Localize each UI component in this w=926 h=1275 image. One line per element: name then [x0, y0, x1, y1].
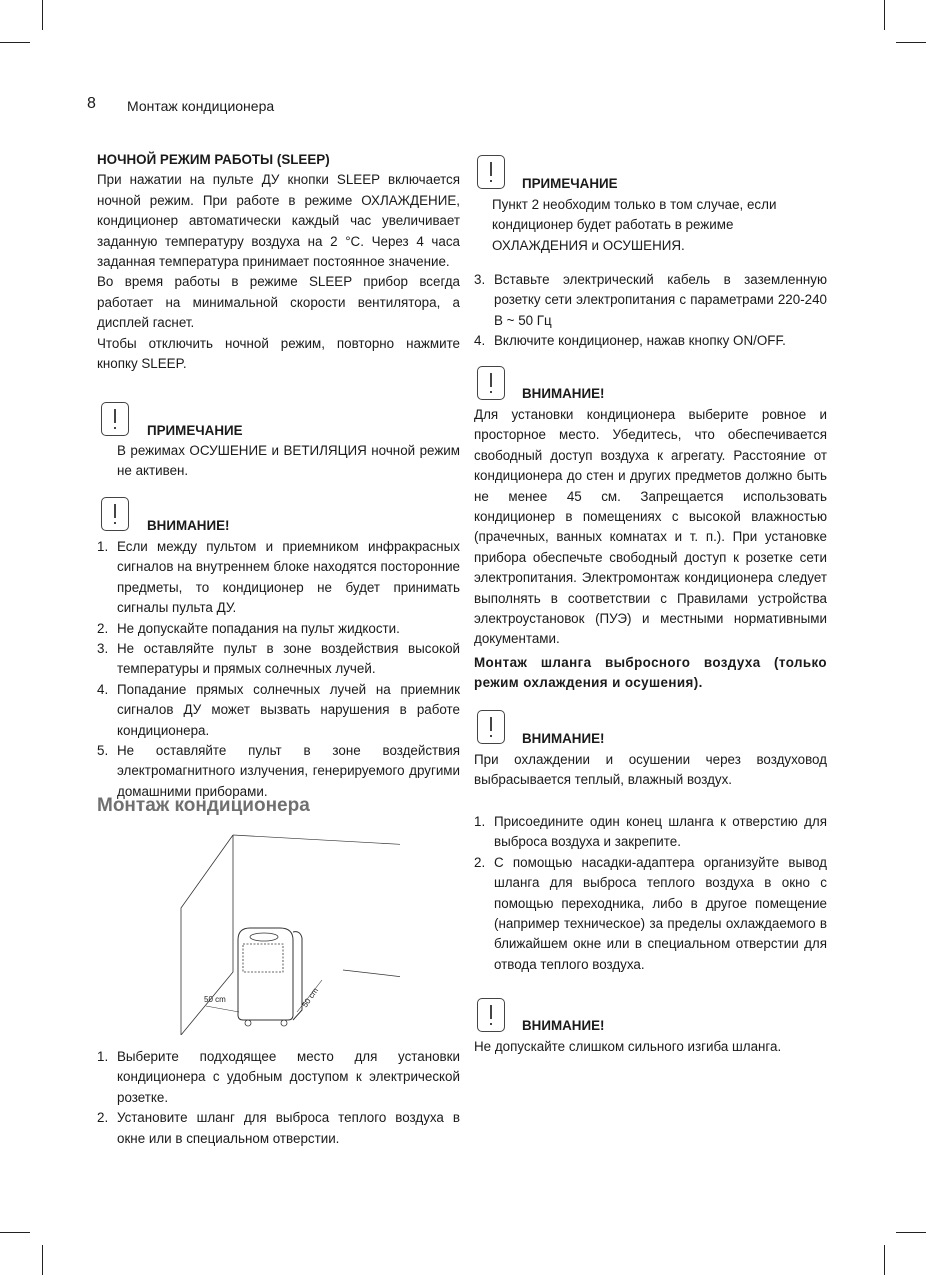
crop-mark	[0, 1232, 30, 1233]
exclamation-icon	[477, 998, 505, 1032]
item-number: 1.	[474, 814, 486, 829]
exclamation-icon	[477, 155, 505, 189]
crop-mark	[42, 1245, 43, 1275]
item-number: 1.	[97, 539, 109, 554]
item-text: С помощью насадки-адаптера организуйте вывод шланга для выброса теплого воздуха в окно с помощью переходника, либо в другое помещение (например техническое) за пределы охлаждаемого в ближайшем окне или в специальном отверстии для отвода теплого воздуха.	[494, 854, 827, 972]
hose-list	[474, 812, 827, 975]
item-text: Присоедините один конец шланга к отверстию для выброса воздуха и закрепите.	[494, 814, 827, 850]
sleep-paragraph: Чтобы отключить ночной режим, повторно нажмите кнопку SLEEP.	[97, 335, 460, 372]
item-number: 5.	[97, 743, 109, 759]
list-item	[474, 331, 827, 351]
hose-heading: Монтаж шланга выбросного воздуха (только режим охлаждения и осушения).	[474, 655, 827, 691]
warning-text-block	[474, 750, 827, 791]
item-text: Не оставляйте пульт в зоне воздействия электромагнитного излучения, генерируемого другими домашними приборами.	[117, 743, 460, 799]
crop-mark	[884, 1245, 885, 1275]
item-number: 2.	[97, 1110, 109, 1126]
clearance-label-right: 50 cm	[300, 986, 321, 1010]
crop-mark	[42, 0, 43, 30]
sleep-paragraph: Во время работы в режиме SLEEP прибор всегда работает на минимальной скорости вентилятора, а дисплей гаснет.	[97, 274, 460, 331]
item-text: Попадание прямых солнечных лучей на приемник сигналов ДУ может вызвать нарушения в работе кондиционера.	[117, 681, 460, 738]
clearance-label-left: 50 cm	[204, 995, 226, 1004]
warning-title: ВНИМАНИЕ!	[522, 731, 605, 746]
item-text: Включите кондиционер, нажав кнопку ON/OFF.	[494, 333, 786, 349]
warning-text-block	[474, 405, 827, 650]
note-text-block	[97, 441, 460, 482]
list-item	[474, 812, 827, 853]
item-text: Не оставляйте пульт в зоне воздействия высокой температуры и прямых солнечных лучей.	[117, 641, 460, 677]
item-number: 4.	[97, 681, 109, 697]
exclamation-icon	[101, 497, 129, 531]
section-title: Монтаж кондиционера	[97, 795, 310, 816]
running-header: Монтаж кондиционера	[127, 98, 275, 114]
warning-title: ВНИМАНИЕ!	[522, 386, 605, 401]
list-item	[97, 680, 460, 741]
warning-text: Для установки кондиционера выберите ровное и просторное место. Убедитесь, что обеспечивается свободный доступ воздуха к агрегату. Расстояние от кондиционера до стен и других предметов должно быть не менее 45 см. Запрещается использовать кондиционер в помещениях с высокой влажностью (прачечных, ванных комнатах и т. п.). При установке прибора обеспечьте свободный доступ к розетке сети электропитания. Электромонтаж кондиционера следует выполнять в соответствии с Правилами устройства электроустановок (ПУЭ) и местными нормативными документами.	[474, 407, 827, 647]
warning-list	[97, 537, 460, 802]
list-item	[97, 537, 460, 619]
crop-mark	[0, 42, 30, 43]
list-item	[97, 1108, 460, 1149]
crop-mark	[896, 1232, 926, 1233]
sleep-heading: НОЧНОЙ РЕЖИМ РАБОТЫ (SLEEP)	[97, 152, 330, 167]
installation-clearance-illustration	[160, 830, 400, 1035]
exclamation-icon	[101, 402, 129, 436]
item-number: 3.	[474, 272, 486, 287]
item-text: Выберите подходящее место для установки кондиционера с удобным доступом к электрической розетке.	[117, 1049, 460, 1105]
item-text: Если между пультом и приемником инфракрасных сигналов на внутреннем блоке находятся посторонние предметы, то кондиционер не будет принимать сигналы пульта ДУ.	[117, 539, 460, 616]
exclamation-icon	[477, 710, 505, 744]
note-text: Пункт 2 необходим только в том случае, если кондиционер будет работать в режиме ОХЛАЖДЕНИЯ и ОСУШЕНИЯ.	[492, 197, 777, 253]
hose-heading-block	[474, 653, 827, 694]
item-number: 2.	[97, 620, 109, 636]
warning-title: ВНИМАНИЕ!	[147, 518, 230, 533]
sleep-paragraph: При нажатии на пульте ДУ кнопки SLEEP включается ночной режим. При работе в режиме ОХЛАЖДЕНИЕ, кондиционер автоматически каждый час увеличивает заданную температуру воздуха на 2 °С. Через 4 часа заданная температура принимает постоянное значение.	[97, 172, 460, 270]
install-list	[97, 1047, 460, 1149]
note-text: В режимах ОСУШЕНИЕ и ВЕТИЛЯЦИЯ ночной режим не активен.	[117, 443, 460, 479]
list-item	[97, 741, 460, 802]
item-number: 2.	[474, 854, 486, 870]
warning-title: ВНИМАНИЕ!	[522, 1018, 605, 1033]
note-title: ПРИМЕЧАНИЕ	[522, 176, 618, 191]
install-list-continued	[474, 270, 827, 352]
crop-mark	[884, 0, 885, 30]
warning-text-block	[474, 1037, 827, 1057]
list-item	[474, 853, 827, 975]
page-number: 8	[87, 95, 96, 112]
item-text: Вставьте электрический кабель в заземленную розетку сети электропитания с параметрами 220-240 В ~ 50 Гц	[494, 272, 827, 328]
list-item	[474, 270, 827, 331]
list-item	[97, 1047, 460, 1108]
list-item	[97, 619, 460, 639]
note-text-block	[492, 195, 817, 256]
item-number: 1.	[97, 1049, 109, 1064]
crop-mark	[896, 42, 926, 43]
item-number: 3.	[97, 641, 109, 657]
warning-text: При охлаждении и осушении через воздуховод выбрасывается теплый, влажный воздух.	[474, 752, 827, 788]
note-title: ПРИМЕЧАНИЕ	[147, 423, 243, 438]
item-number: 4.	[474, 333, 486, 349]
item-text: Установите шланг для выброса теплого воздуха в окне или в специальном отверстии.	[117, 1110, 460, 1146]
item-text: Не допускайте попадания на пульт жидкости.	[117, 620, 400, 636]
warning-text: Не допускайте слишком сильного изгиба шланга.	[474, 1039, 782, 1054]
list-item	[97, 639, 460, 680]
exclamation-icon	[477, 366, 505, 400]
sleep-section	[97, 150, 460, 374]
